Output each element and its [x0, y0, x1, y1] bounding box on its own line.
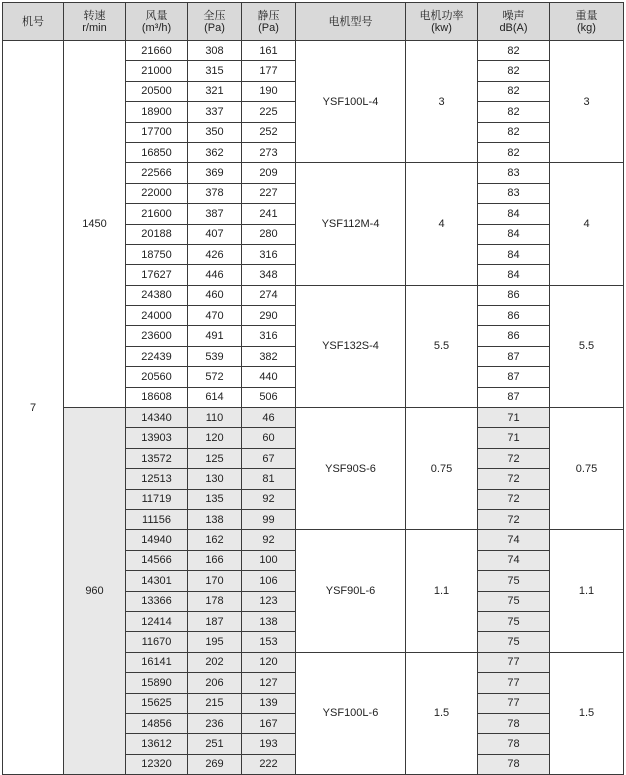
- motor-power-cell: 4: [406, 163, 478, 285]
- air-volume-cell: 16141: [126, 652, 188, 672]
- static-pressure-cell: 92: [242, 489, 296, 509]
- static-pressure-cell: 177: [242, 61, 296, 81]
- air-volume-cell: 16850: [126, 142, 188, 162]
- air-volume-cell: 22439: [126, 346, 188, 366]
- total-pressure-cell: 125: [188, 448, 242, 468]
- noise-cell: 77: [478, 693, 550, 713]
- motor-model-cell: YSF100L-4: [296, 41, 406, 163]
- weight-cell: 4: [550, 163, 624, 285]
- static-pressure-cell: 280: [242, 224, 296, 244]
- air-volume-cell: 15625: [126, 693, 188, 713]
- total-pressure-cell: 426: [188, 244, 242, 264]
- static-pressure-cell: 316: [242, 326, 296, 346]
- air-volume-cell: 15890: [126, 673, 188, 693]
- noise-cell: 84: [478, 244, 550, 264]
- air-volume-cell: 21660: [126, 41, 188, 61]
- noise-cell: 78: [478, 713, 550, 733]
- total-pressure-cell: 138: [188, 509, 242, 529]
- motor-model-cell: YSF90S-6: [296, 408, 406, 530]
- total-pressure-cell: 460: [188, 285, 242, 305]
- static-pressure-cell: 60: [242, 428, 296, 448]
- static-pressure-cell: 167: [242, 713, 296, 733]
- noise-cell: 82: [478, 41, 550, 61]
- total-pressure-cell: 236: [188, 713, 242, 733]
- static-pressure-cell: 161: [242, 41, 296, 61]
- air-volume-cell: 13366: [126, 591, 188, 611]
- noise-cell: 77: [478, 673, 550, 693]
- motor-model-cell: YSF100L-6: [296, 652, 406, 774]
- table-body: [3, 41, 624, 775]
- static-pressure-cell: 46: [242, 408, 296, 428]
- static-pressure-cell: 506: [242, 387, 296, 407]
- spec-table-container: [2, 2, 624, 775]
- air-volume-cell: 14340: [126, 408, 188, 428]
- noise-cell: 86: [478, 285, 550, 305]
- air-volume-cell: 21600: [126, 204, 188, 224]
- header-motor-model: 电机型号: [296, 3, 406, 41]
- noise-cell: 71: [478, 428, 550, 448]
- fan-performance-table: [2, 2, 624, 775]
- static-pressure-cell: 81: [242, 469, 296, 489]
- noise-cell: 72: [478, 509, 550, 529]
- noise-cell: 83: [478, 163, 550, 183]
- noise-cell: 82: [478, 122, 550, 142]
- static-pressure-cell: 227: [242, 183, 296, 203]
- header-row: [3, 3, 624, 41]
- air-volume-cell: 12513: [126, 469, 188, 489]
- static-pressure-cell: 222: [242, 754, 296, 774]
- air-volume-cell: 14940: [126, 530, 188, 550]
- air-volume-cell: 13903: [126, 428, 188, 448]
- noise-cell: 86: [478, 326, 550, 346]
- air-volume-cell: 22566: [126, 163, 188, 183]
- total-pressure-cell: 350: [188, 122, 242, 142]
- total-pressure-cell: 170: [188, 571, 242, 591]
- static-pressure-cell: 99: [242, 509, 296, 529]
- static-pressure-cell: 127: [242, 673, 296, 693]
- total-pressure-cell: 135: [188, 489, 242, 509]
- air-volume-cell: 14566: [126, 550, 188, 570]
- static-pressure-cell: 92: [242, 530, 296, 550]
- static-pressure-cell: 252: [242, 122, 296, 142]
- static-pressure-cell: 138: [242, 611, 296, 631]
- total-pressure-cell: 407: [188, 224, 242, 244]
- noise-cell: 82: [478, 81, 550, 101]
- header-noise: 噪声 dB(A): [478, 3, 550, 41]
- noise-cell: 83: [478, 183, 550, 203]
- noise-cell: 75: [478, 571, 550, 591]
- weight-cell: 5.5: [550, 285, 624, 407]
- total-pressure-cell: 446: [188, 265, 242, 285]
- total-pressure-cell: 315: [188, 61, 242, 81]
- static-pressure-cell: 106: [242, 571, 296, 591]
- total-pressure-cell: 470: [188, 306, 242, 326]
- air-volume-cell: 24380: [126, 285, 188, 305]
- air-volume-cell: 20188: [126, 224, 188, 244]
- air-volume-cell: 24000: [126, 306, 188, 326]
- noise-cell: 87: [478, 387, 550, 407]
- static-pressure-cell: 123: [242, 591, 296, 611]
- air-volume-cell: 20560: [126, 367, 188, 387]
- static-pressure-cell: 274: [242, 285, 296, 305]
- static-pressure-cell: 225: [242, 102, 296, 122]
- noise-cell: 84: [478, 265, 550, 285]
- static-pressure-cell: 100: [242, 550, 296, 570]
- static-pressure-cell: 348: [242, 265, 296, 285]
- motor-power-cell: 3: [406, 41, 478, 163]
- total-pressure-cell: 378: [188, 183, 242, 203]
- total-pressure-cell: 337: [188, 102, 242, 122]
- total-pressure-cell: 308: [188, 41, 242, 61]
- header-motor-power: 电机功率 (kw): [406, 3, 478, 41]
- air-volume-cell: 11670: [126, 632, 188, 652]
- total-pressure-cell: 491: [188, 326, 242, 346]
- air-volume-cell: 18900: [126, 102, 188, 122]
- motor-model-cell: YSF112M-4: [296, 163, 406, 285]
- total-pressure-cell: 202: [188, 652, 242, 672]
- noise-cell: 78: [478, 754, 550, 774]
- air-volume-cell: 11156: [126, 509, 188, 529]
- air-volume-cell: 18750: [126, 244, 188, 264]
- header-weight: 重量 (kg): [550, 3, 624, 41]
- total-pressure-cell: 206: [188, 673, 242, 693]
- total-pressure-cell: 362: [188, 142, 242, 162]
- noise-cell: 75: [478, 632, 550, 652]
- noise-cell: 84: [478, 204, 550, 224]
- air-volume-cell: 14301: [126, 571, 188, 591]
- air-volume-cell: 12320: [126, 754, 188, 774]
- total-pressure-cell: 614: [188, 387, 242, 407]
- noise-cell: 77: [478, 652, 550, 672]
- static-pressure-cell: 209: [242, 163, 296, 183]
- static-pressure-cell: 440: [242, 367, 296, 387]
- table-row: [3, 41, 624, 61]
- noise-cell: 71: [478, 408, 550, 428]
- static-pressure-cell: 273: [242, 142, 296, 162]
- static-pressure-cell: 290: [242, 306, 296, 326]
- noise-cell: 75: [478, 591, 550, 611]
- total-pressure-cell: 110: [188, 408, 242, 428]
- static-pressure-cell: 153: [242, 632, 296, 652]
- noise-cell: 82: [478, 142, 550, 162]
- static-pressure-cell: 190: [242, 81, 296, 101]
- total-pressure-cell: 215: [188, 693, 242, 713]
- noise-cell: 72: [478, 469, 550, 489]
- air-volume-cell: 11719: [126, 489, 188, 509]
- total-pressure-cell: 120: [188, 428, 242, 448]
- speed-cell: 1450: [64, 41, 126, 408]
- motor-model-cell: YSF90L-6: [296, 530, 406, 652]
- total-pressure-cell: 187: [188, 611, 242, 631]
- air-volume-cell: 18608: [126, 387, 188, 407]
- speed-cell: 960: [64, 408, 126, 775]
- motor-power-cell: 1.1: [406, 530, 478, 652]
- header-total-pressure: 全压 (Pa): [188, 3, 242, 41]
- weight-cell: 1.1: [550, 530, 624, 652]
- noise-cell: 82: [478, 102, 550, 122]
- noise-cell: 86: [478, 306, 550, 326]
- noise-cell: 87: [478, 346, 550, 366]
- total-pressure-cell: 269: [188, 754, 242, 774]
- total-pressure-cell: 251: [188, 734, 242, 754]
- total-pressure-cell: 195: [188, 632, 242, 652]
- total-pressure-cell: 166: [188, 550, 242, 570]
- static-pressure-cell: 67: [242, 448, 296, 468]
- static-pressure-cell: 120: [242, 652, 296, 672]
- noise-cell: 72: [478, 489, 550, 509]
- noise-cell: 74: [478, 550, 550, 570]
- air-volume-cell: 20500: [126, 81, 188, 101]
- total-pressure-cell: 321: [188, 81, 242, 101]
- total-pressure-cell: 539: [188, 346, 242, 366]
- static-pressure-cell: 382: [242, 346, 296, 366]
- header-static-pressure: 静压 (Pa): [242, 3, 296, 41]
- header-air-volume: 风量 (m³/h): [126, 3, 188, 41]
- header-machine-no: 机号: [3, 3, 64, 41]
- air-volume-cell: 22000: [126, 183, 188, 203]
- noise-cell: 82: [478, 61, 550, 81]
- air-volume-cell: 13612: [126, 734, 188, 754]
- header-speed: 转速 r/min: [64, 3, 126, 41]
- total-pressure-cell: 387: [188, 204, 242, 224]
- total-pressure-cell: 369: [188, 163, 242, 183]
- motor-model-cell: YSF132S-4: [296, 285, 406, 407]
- static-pressure-cell: 241: [242, 204, 296, 224]
- air-volume-cell: 12414: [126, 611, 188, 631]
- motor-power-cell: 0.75: [406, 408, 478, 530]
- static-pressure-cell: 193: [242, 734, 296, 754]
- total-pressure-cell: 130: [188, 469, 242, 489]
- air-volume-cell: 23600: [126, 326, 188, 346]
- air-volume-cell: 13572: [126, 448, 188, 468]
- air-volume-cell: 17627: [126, 265, 188, 285]
- table-row: [3, 408, 624, 428]
- noise-cell: 78: [478, 734, 550, 754]
- machine-no-cell: 7: [3, 41, 64, 775]
- air-volume-cell: 17700: [126, 122, 188, 142]
- air-volume-cell: 21000: [126, 61, 188, 81]
- static-pressure-cell: 316: [242, 244, 296, 264]
- weight-cell: 3: [550, 41, 624, 163]
- noise-cell: 84: [478, 224, 550, 244]
- weight-cell: 0.75: [550, 408, 624, 530]
- total-pressure-cell: 572: [188, 367, 242, 387]
- noise-cell: 87: [478, 367, 550, 387]
- total-pressure-cell: 162: [188, 530, 242, 550]
- static-pressure-cell: 139: [242, 693, 296, 713]
- total-pressure-cell: 178: [188, 591, 242, 611]
- motor-power-cell: 5.5: [406, 285, 478, 407]
- noise-cell: 75: [478, 611, 550, 631]
- motor-power-cell: 1.5: [406, 652, 478, 774]
- noise-cell: 72: [478, 448, 550, 468]
- weight-cell: 1.5: [550, 652, 624, 774]
- air-volume-cell: 14856: [126, 713, 188, 733]
- noise-cell: 74: [478, 530, 550, 550]
